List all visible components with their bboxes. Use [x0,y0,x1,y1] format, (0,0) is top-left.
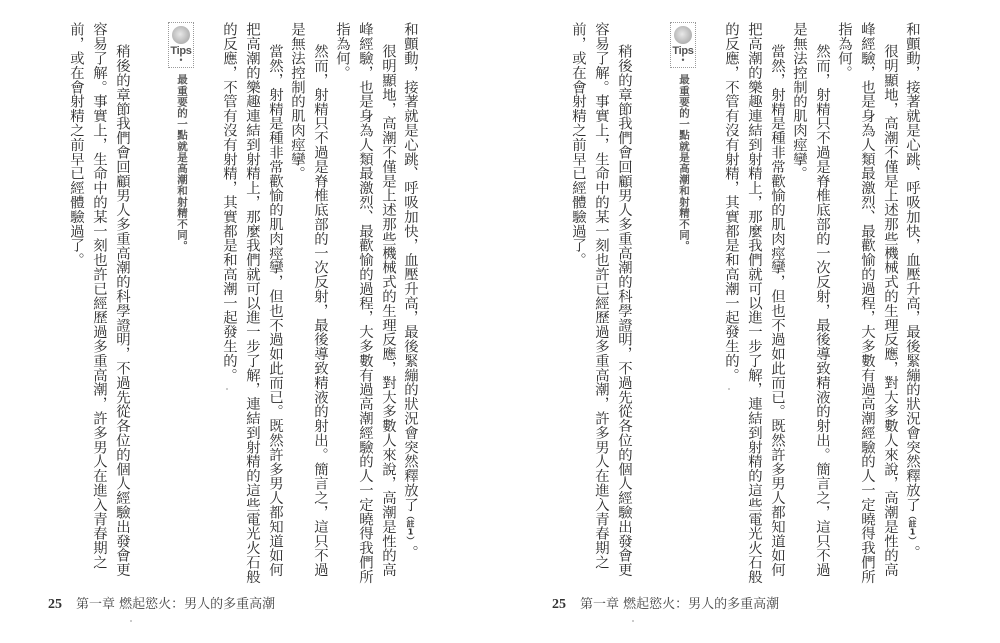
tips-label: Tips [170,45,192,57]
footnote-marker: （註1） [406,511,415,545]
column-text-tail: 。 [904,544,920,560]
text-column-9: 的反應，不管有沒有射精，其實都是和高潮一起發生的。 [723,22,739,382]
text-column-5: 然而，射精只不過是脊椎底部的一次反射，最後導致精液的射出。簡言之，這只不過 [312,44,328,577]
text-column-3: 峰經驗，也是身為人類最激烈、最歡愉的過程，大多數有過高潮經驗的人一定曉得我們所 [357,22,373,584]
text-column-8: 把高潮的樂趣連結到射精上，那麼我們就可以進一步了解，連結到射精的這些電光火石般 [244,22,260,584]
tips-badge [670,22,696,68]
text-column-12: 前，或在會射精之前早已經體驗過了。 [570,22,586,267]
text-column-3: 峰經驗，也是身為人類最激烈、最歡愉的過程，大多數有過高潮經驗的人一定曉得我們所 [859,22,875,584]
text-column-1 [904,22,920,559]
column-text: 和顫動，接著就是心跳、呼吸加快，血壓升高，最後緊繃的狀況會突然釋放了 [402,22,418,512]
tips-disc-icon [172,26,190,44]
text-column-7: 當然，射精是種非常歡愉的肌肉痙攣，但也不過如此而已。既然許多男人都知道如何 [267,44,283,577]
text-column-6: 是無法控制的肌肉痙攣。 [289,22,305,181]
text-column-1 [402,22,418,559]
text-column-12: 前，或在會射精之前早已經體驗過了。 [68,22,84,267]
footnote-marker: （註1） [908,511,917,545]
text-column-2: 很明顯地，高潮不僅是上述那些機械式的生理反應，對大多數人來說，高潮是性的高 [380,44,396,577]
scan-speck [130,620,132,622]
column-text-tail: 。 [402,544,418,560]
running-head: 第一章 燃起慾火：男人的多重高潮 [580,597,780,612]
tips-text: 最重要的一點就是高潮和射精不同。 [176,74,188,252]
text-column-6: 是無法控制的肌肉痙攣。 [791,22,807,181]
text-column-10: 稍後的章節我們會回顧男人多重高潮的科學證明，不過先從各位的個人經驗出發會更 [616,44,632,577]
tips-bullet-icon: • [680,56,686,65]
right-page [502,0,1000,643]
scan-speck [728,388,730,390]
text-column-11: 容易了解。事實上，生命中的某一刻也許已經歷過多重高潮，許多男人在進入青春期之 [593,22,609,570]
text-column-4: 指為何。 [836,22,852,80]
tips-bullet-icon: • [178,56,184,65]
page-number: 25 [48,597,62,612]
scan-speck [632,620,634,622]
tips-label: Tips [672,45,694,57]
column-text: 和顫動，接著就是心跳、呼吸加快，血壓升高，最後緊繃的狀況會突然釋放了 [904,22,920,512]
text-column-7: 當然，射精是種非常歡愉的肌肉痙攣，但也不過如此而已。既然許多男人都知道如何 [769,44,785,577]
text-column-11: 容易了解。事實上，生命中的某一刻也許已經歷過多重高潮，許多男人在進入青春期之 [91,22,107,570]
page-footer [552,593,779,613]
tips-badge [168,22,194,68]
text-column-2: 很明顯地，高潮不僅是上述那些機械式的生理反應，對大多數人來說，高潮是性的高 [882,44,898,577]
text-column-4: 指為何。 [334,22,350,80]
text-column-10: 稍後的章節我們會回顧男人多重高潮的科學證明，不過先從各位的個人經驗出發會更 [114,44,130,577]
text-column-9: 的反應，不管有沒有射精，其實都是和高潮一起發生的。 [221,22,237,382]
tips-disc-icon [674,26,692,44]
text-column-8: 把高潮的樂趣連結到射精上，那麼我們就可以進一步了解，連結到射精的這些電光火石般 [746,22,762,584]
page-number: 25 [552,597,566,612]
text-column-5: 然而，射精只不過是脊椎底部的一次反射，最後導致精液的射出。簡言之，這只不過 [814,44,830,577]
page-footer [48,593,275,613]
running-head: 第一章 燃起慾火：男人的多重高潮 [76,597,276,612]
tips-text: 最重要的一點就是高潮和射精不同。 [678,74,690,252]
scan-speck [226,388,228,390]
